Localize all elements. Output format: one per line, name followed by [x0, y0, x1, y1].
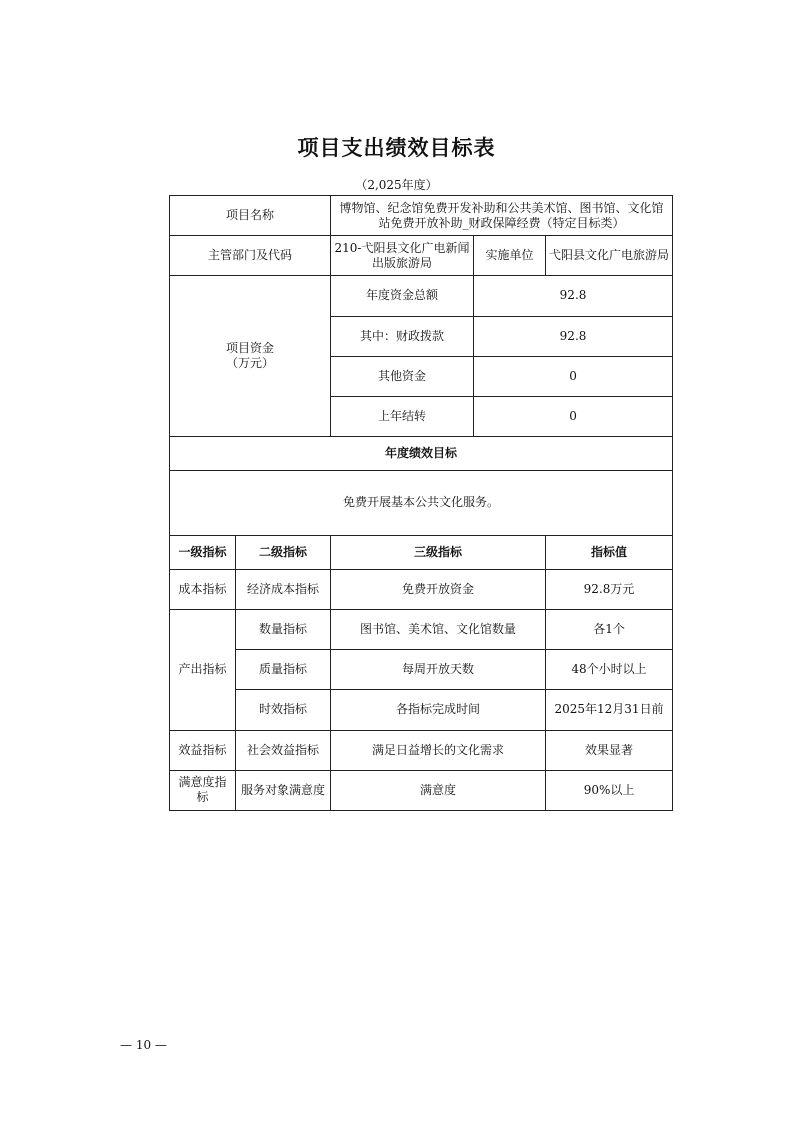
funds-label: 项目资金 （万元） — [170, 276, 331, 437]
level2-cell: 数量指标 — [236, 609, 331, 649]
value-cell: 各1个 — [546, 609, 673, 649]
performance-goal-table — [169, 195, 673, 811]
output-indicator-label: 产出指标 — [170, 609, 236, 730]
goal-heading-row — [170, 437, 673, 471]
goal-text-row — [170, 471, 673, 535]
table-row — [170, 609, 673, 649]
table-row — [170, 770, 673, 810]
header-level1: 一级指标 — [170, 535, 236, 569]
level2-cell: 时效指标 — [236, 690, 331, 730]
table-row — [170, 569, 673, 609]
dept-label: 主管部门及代码 — [170, 236, 331, 276]
level3-cell: 满意度 — [331, 770, 546, 810]
fund-label: 上年结转 — [331, 396, 474, 436]
fiscal-year: （2,025年度） — [355, 178, 438, 192]
fund-value: 92.8 — [474, 316, 673, 356]
table-row — [170, 730, 673, 770]
value-cell: 48个小时以上 — [546, 650, 673, 690]
value-cell: 92.8万元 — [546, 569, 673, 609]
fund-value: 0 — [474, 356, 673, 396]
fund-label: 其中：财政拨款 — [331, 316, 474, 356]
level2-cell: 服务对象满意度 — [236, 770, 331, 810]
level2-cell: 经济成本指标 — [236, 569, 331, 609]
impl-value: 弋阳县文化广电旅游局 — [546, 236, 673, 276]
level3-cell: 免费开放资金 — [331, 569, 546, 609]
impl-label: 实施单位 — [474, 236, 546, 276]
department-row — [170, 236, 673, 276]
level3-cell: 各指标完成时间 — [331, 690, 546, 730]
value-cell: 90%以上 — [546, 770, 673, 810]
level2-cell: 社会效益指标 — [236, 730, 331, 770]
level3-cell: 每周开放天数 — [331, 650, 546, 690]
project-name-row — [170, 196, 673, 236]
page-title: 项目支出绩效目标表 — [297, 135, 496, 160]
cost-indicator-label: 成本指标 — [170, 569, 236, 609]
benefit-indicator-label: 效益指标 — [170, 730, 236, 770]
goal-text: 免费开展基本公共文化服务。 — [170, 471, 673, 535]
project-name-label: 项目名称 — [170, 196, 331, 236]
fund-value: 0 — [474, 396, 673, 436]
fund-label: 其他资金 — [331, 356, 474, 396]
header-level3: 三级指标 — [331, 535, 546, 569]
table-row — [170, 650, 673, 690]
satisfaction-indicator-label: 满意度指标 — [170, 770, 236, 810]
indicator-header-row — [170, 535, 673, 569]
value-cell: 效果显著 — [546, 730, 673, 770]
fund-value: 92.8 — [474, 276, 673, 316]
project-name-value: 博物馆、纪念馆免费开发补助和公共美术馆、图书馆、文化馆站免费开放补助_财政保障经费（特定目标类） — [331, 196, 673, 236]
value-cell: 2025年12月31日前 — [546, 690, 673, 730]
page-number: — 10 — — [120, 1038, 167, 1052]
header-level2: 二级指标 — [236, 535, 331, 569]
level3-cell: 满足日益增长的文化需求 — [331, 730, 546, 770]
goal-heading: 年度绩效目标 — [170, 437, 673, 471]
level2-cell: 质量指标 — [236, 650, 331, 690]
table-row — [170, 690, 673, 730]
level3-cell: 图书馆、美术馆、文化馆数量 — [331, 609, 546, 649]
dept-value: 210-弋阳县文化广电新闻出版旅游局 — [331, 236, 474, 276]
header-value: 指标值 — [546, 535, 673, 569]
fund-row — [170, 276, 673, 316]
fund-label: 年度资金总额 — [331, 276, 474, 316]
